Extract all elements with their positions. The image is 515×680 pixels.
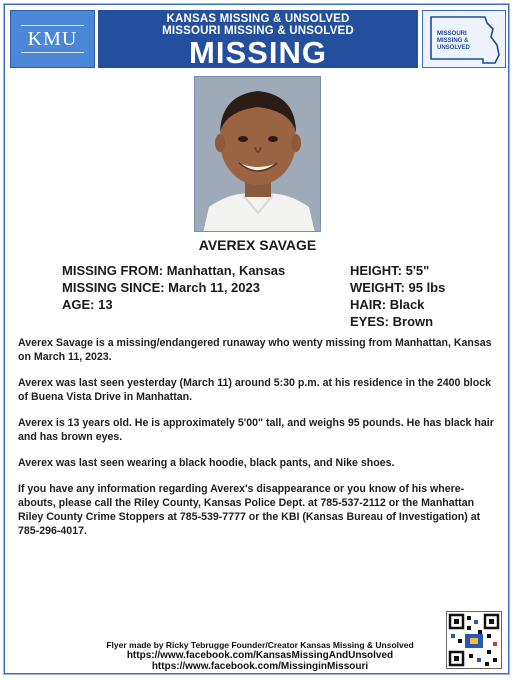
portrait-image (195, 77, 321, 232)
qr-code (446, 611, 502, 669)
hair: HAIR: Black (350, 297, 425, 312)
kmu-logo (10, 10, 95, 68)
banner-line-missouri: MISSOURI MISSING & UNSOLVED (162, 25, 354, 37)
facebook-link-kansas[interactable]: https://www.facebook.com/KansasMissingAndUnsolved (126, 650, 394, 661)
weight: WEIGHT: 95 lbs (350, 280, 446, 295)
flyer-header (10, 10, 505, 68)
description-paragraph: Averex was last seen yesterday (March 11) around 5:30 p.m. at his residence in the 2400 block of Buena Vista Drive in Manhattan. (18, 377, 492, 403)
kmu-logo-text: KMU (27, 27, 78, 50)
person-name: AVEREX SAVAGE (198, 237, 317, 253)
flyer-footer (80, 640, 440, 672)
description (18, 336, 498, 550)
missouri-logo-text (437, 31, 497, 52)
description-paragraph: Averex is 13 years old. He is approximately 5'00" tall, and weighs 95 pounds. He has black hair and has brown eyes. (18, 417, 494, 443)
title-banner (98, 10, 418, 68)
missouri-logo (422, 10, 506, 68)
age: AGE: 13 (62, 297, 113, 312)
kmu-logo-line (21, 52, 84, 53)
missing-person-photo (194, 76, 321, 232)
height: HEIGHT: 5'5" (350, 263, 430, 278)
qr-code-icon (447, 612, 501, 668)
missing-since: MISSING SINCE: March 11, 2023 (62, 280, 260, 295)
missouri-logo-line: MISSING & (437, 38, 469, 44)
missing-from: MISSING FROM: Manhattan, Kansas (62, 263, 286, 278)
banner-line-kansas: KANSAS MISSING & UNSOLVED (166, 13, 350, 25)
missing-title: MISSING (189, 35, 327, 70)
description-paragraph: Averex was last seen wearing a black hoodie, black pants, and Nike shoes. (18, 457, 395, 469)
facebook-link-missouri[interactable]: https://www.facebook.com/MissinginMissouri (151, 661, 369, 672)
missouri-logo-line: MISSOURI (437, 31, 467, 37)
description-paragraph: Averex Savage is a missing/endangered runaway who wenty missing from Manhattan, Kansas on March 11, 2023. (18, 337, 492, 363)
eyes: EYES: Brown (350, 314, 434, 329)
facts-left (62, 262, 285, 313)
flyer-credit: Flyer made by Ricky Tebrugge Founder/Creator Kansas Missing & Unsolved (106, 640, 414, 650)
missouri-logo-line: UNSOLVED (437, 45, 470, 51)
kmu-logo-line (21, 25, 84, 26)
contact-paragraph: If you have any information regarding Averex's disappearance or you know of his where-abouts, please call the Riley County, Kansas Police Dept. at 785-537-2112 or the Manhattan Riley County Crime Stoppers at 785-539-7777 or the KBI (Kansas Bureau of Investigation) at 785-296-4017. (18, 483, 481, 537)
facts-right (350, 262, 445, 330)
